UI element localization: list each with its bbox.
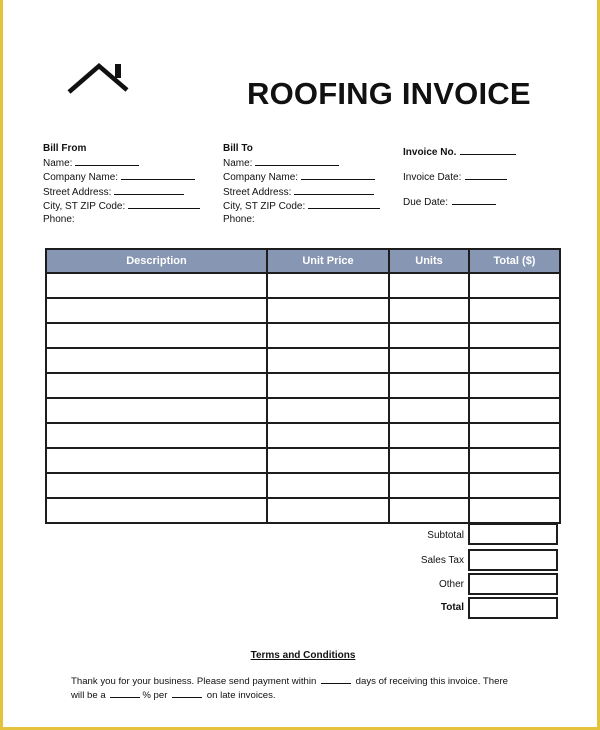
bill-to-name-field[interactable] (255, 156, 339, 166)
unit-price-cell[interactable] (267, 348, 389, 373)
description-cell[interactable] (46, 473, 267, 498)
bill-from-name-field[interactable] (75, 156, 139, 166)
invoice-number-row (403, 145, 516, 158)
unit-price-cell[interactable] (267, 473, 389, 498)
invoice-date-row (403, 170, 507, 183)
description-cell[interactable] (46, 398, 267, 423)
unit-price-cell[interactable] (267, 448, 389, 473)
bill-to-section (223, 143, 380, 227)
total-cell[interactable] (469, 423, 560, 448)
payment-days-field[interactable] (321, 675, 351, 684)
due-date-label: Due Date: (403, 197, 449, 208)
unit-price-cell[interactable] (267, 398, 389, 423)
sales-tax-label: Sales Tax (420, 555, 464, 566)
units-cell[interactable] (389, 373, 469, 398)
terms-line-1 (71, 675, 508, 689)
terms-text-1a: Thank you for your business. Please send payment within (71, 676, 317, 687)
description-cell[interactable] (46, 448, 267, 473)
roof-icon (67, 62, 131, 96)
bill-to-name-row (223, 156, 380, 171)
bill-from-section (43, 143, 200, 227)
units-cell[interactable] (389, 473, 469, 498)
total-cell[interactable] (469, 323, 560, 348)
bill-from-company-label: Company Name: (43, 172, 119, 184)
table-row (46, 348, 560, 373)
late-fee-percent-field[interactable] (110, 689, 140, 698)
terms-text-2a: will be a (71, 689, 106, 701)
table-row (46, 323, 560, 348)
bill-to-city-field[interactable] (308, 199, 380, 209)
units-cell[interactable] (389, 423, 469, 448)
units-cell[interactable] (389, 398, 469, 423)
unit-price-cell[interactable] (267, 498, 389, 523)
subtotal-label: Subtotal (427, 530, 464, 541)
unit-price-cell[interactable] (267, 323, 389, 348)
table-row (46, 448, 560, 473)
bill-to-city-label: City, ST ZIP Code: (223, 201, 306, 213)
terms-text-2c: on late invoices. (206, 689, 276, 701)
table-row (46, 498, 560, 523)
invoice-date-field[interactable] (465, 170, 507, 180)
column-header-unit-price: Unit Price (267, 249, 389, 273)
column-header-units: Units (389, 249, 469, 273)
description-cell[interactable] (46, 423, 267, 448)
table-row (46, 373, 560, 398)
bill-from-city-label: City, ST ZIP Code: (43, 201, 126, 213)
due-date-row (403, 195, 496, 208)
bill-to-company-row (223, 170, 380, 185)
bill-from-heading: Bill From (43, 143, 87, 154)
sales-tax-field[interactable] (468, 549, 558, 571)
bill-to-name-label: Name: (223, 157, 253, 169)
description-cell[interactable] (46, 323, 267, 348)
items-table (45, 248, 561, 524)
table-row (46, 473, 560, 498)
table-row (46, 423, 560, 448)
description-cell[interactable] (46, 348, 267, 373)
unit-price-cell[interactable] (267, 423, 389, 448)
late-fee-period-field[interactable] (172, 689, 202, 698)
other-label: Other (438, 579, 464, 590)
bill-to-city-row (223, 199, 380, 214)
units-cell[interactable] (389, 348, 469, 373)
terms-text-2b: % per (142, 689, 168, 701)
bill-to-street-field[interactable] (294, 185, 374, 195)
bill-to-heading: Bill To (223, 143, 253, 154)
table-header-row (46, 249, 560, 273)
bill-to-phone-row (223, 214, 380, 227)
units-cell[interactable] (389, 273, 469, 298)
terms-text-1b: days of receiving this invoice. There (355, 676, 508, 687)
bill-to-phone-label: Phone: (223, 213, 255, 225)
bill-from-company-row (43, 170, 200, 185)
bill-from-street-row (43, 185, 200, 200)
invoice-title: ROOFING INVOICE (247, 76, 531, 111)
bill-to-company-field[interactable] (301, 170, 375, 180)
total-cell[interactable] (469, 348, 560, 373)
unit-price-cell[interactable] (267, 298, 389, 323)
bill-from-company-field[interactable] (121, 170, 195, 180)
bill-from-name-label: Name: (43, 157, 73, 169)
total-cell[interactable] (469, 273, 560, 298)
description-cell[interactable] (46, 498, 267, 523)
total-field[interactable] (468, 597, 558, 619)
total-cell[interactable] (469, 473, 560, 498)
units-cell[interactable] (389, 498, 469, 523)
invoice-number-label: Invoice No. (403, 147, 457, 158)
terms-line-2 (71, 689, 508, 703)
description-cell[interactable] (46, 298, 267, 323)
description-cell[interactable] (46, 373, 267, 398)
total-label: Total (440, 602, 464, 613)
column-header-description: Description (46, 249, 267, 273)
column-header-total: Total ($) (469, 249, 560, 273)
other-field[interactable] (468, 573, 558, 595)
total-cell[interactable] (469, 298, 560, 323)
table-row (46, 298, 560, 323)
total-cell[interactable] (469, 448, 560, 473)
units-cell[interactable] (389, 448, 469, 473)
table-row (46, 398, 560, 423)
bill-to-street-label: Street Address: (223, 186, 292, 198)
bill-from-phone-label: Phone: (43, 213, 75, 225)
unit-price-cell[interactable] (267, 273, 389, 298)
total-cell[interactable] (469, 373, 560, 398)
bill-from-name-row (43, 156, 200, 171)
units-cell[interactable] (389, 298, 469, 323)
subtotal-field[interactable] (468, 523, 558, 545)
units-cell[interactable] (389, 323, 469, 348)
bill-from-city-row (43, 199, 200, 214)
description-cell[interactable] (46, 273, 267, 298)
bill-to-company-label: Company Name: (223, 172, 299, 184)
bill-from-city-field[interactable] (128, 199, 200, 209)
bill-from-street-field[interactable] (114, 185, 184, 195)
bill-from-phone-row (43, 214, 200, 227)
due-date-field[interactable] (452, 195, 496, 205)
bill-to-street-row (223, 185, 380, 200)
unit-price-cell[interactable] (267, 373, 389, 398)
total-cell[interactable] (469, 498, 560, 523)
terms-title: Terms and Conditions (250, 650, 356, 661)
invoice-number-field[interactable] (460, 145, 516, 155)
terms-text (71, 675, 508, 702)
total-cell[interactable] (469, 398, 560, 423)
invoice-date-label: Invoice Date: (403, 172, 462, 183)
table-row (46, 273, 560, 298)
bill-from-street-label: Street Address: (43, 186, 112, 198)
